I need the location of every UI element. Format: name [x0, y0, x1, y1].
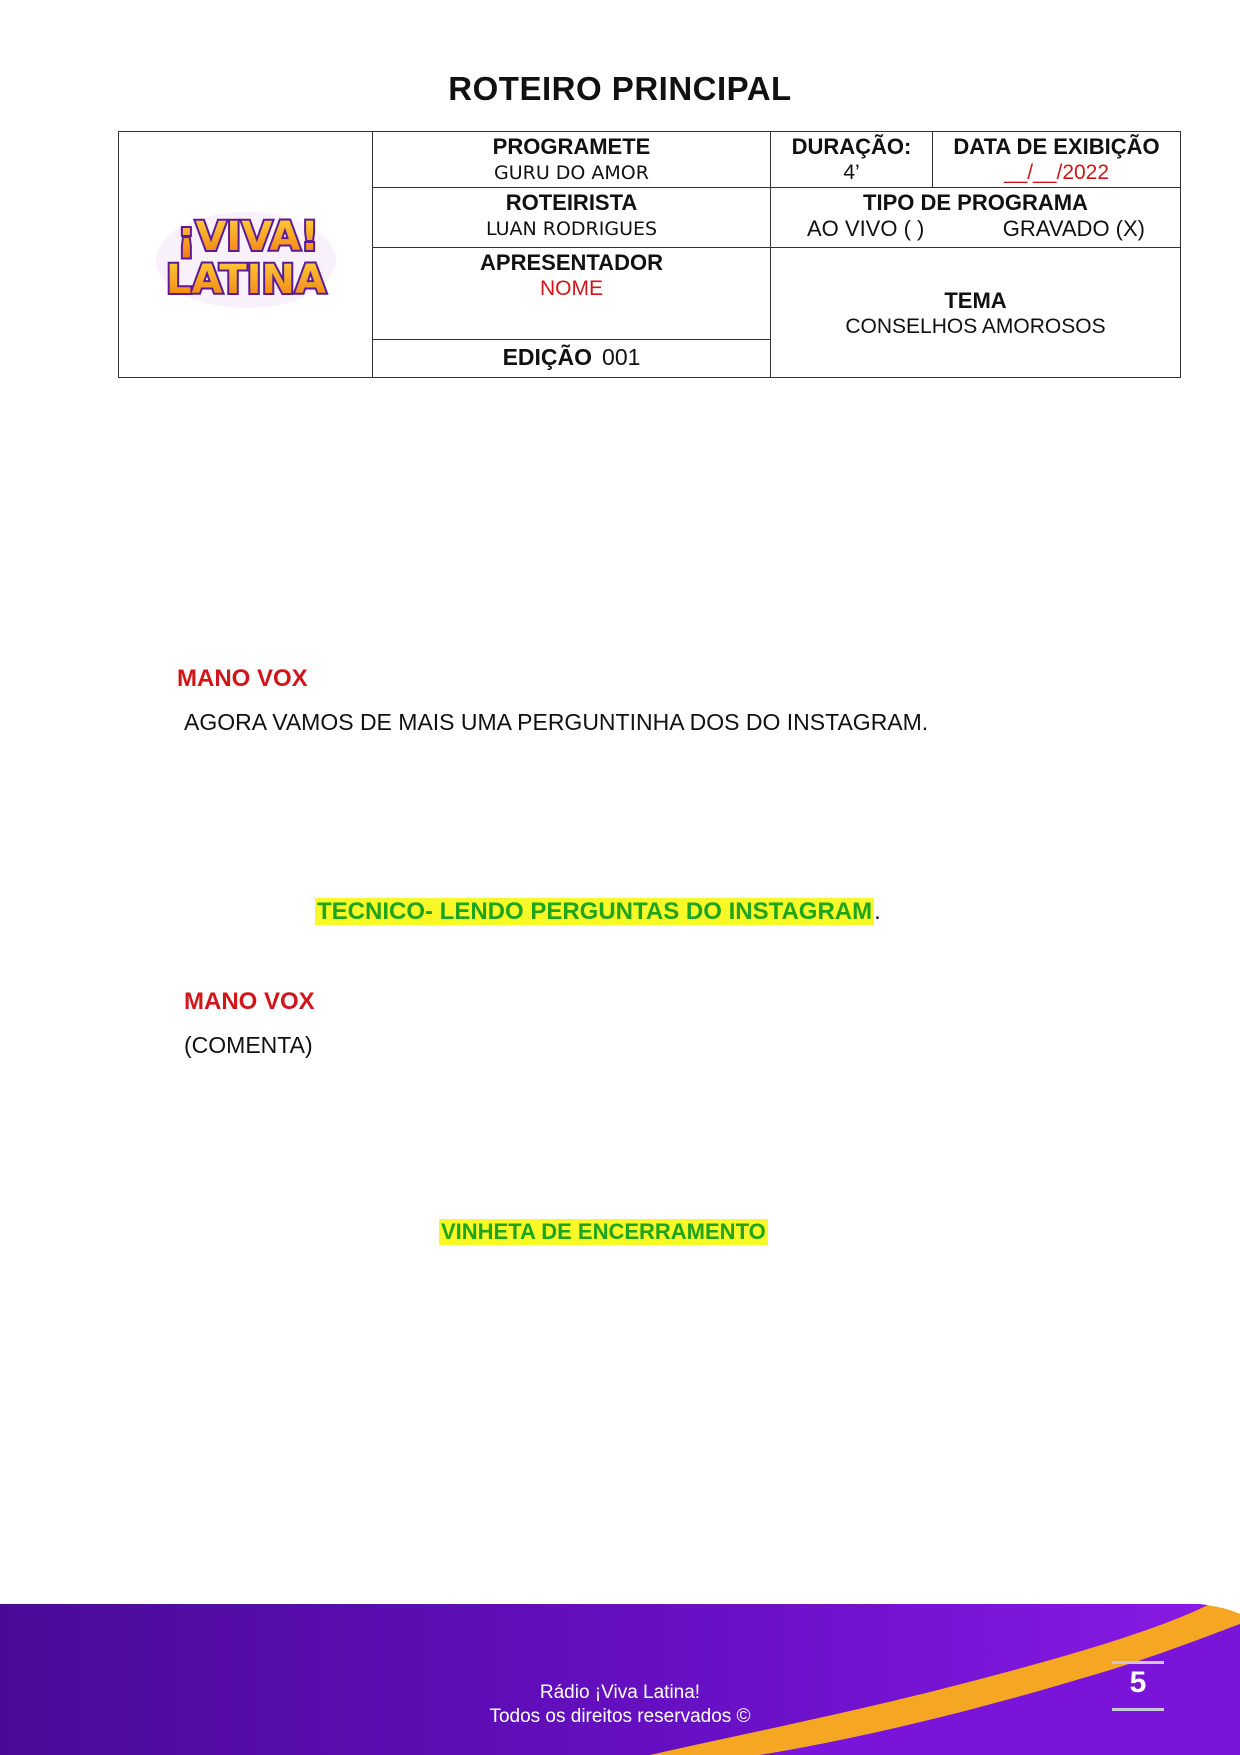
roteirista-value: LUAN RODRIGUES: [485, 218, 658, 240]
dialogue-line-1: AGORA VAMOS DE MAIS UMA PERGUNTINHA DOS DO INSTAGRAM.: [184, 709, 929, 735]
tipo-programa-label: TIPO DE PROGRAMA: [863, 190, 1088, 215]
speaker-label-1: MANO VOX: [177, 665, 308, 692]
dialogue-line-2: (COMENTA): [184, 1032, 313, 1058]
logo-cell: [119, 132, 373, 378]
apresentador-value: NOME: [540, 277, 603, 300]
technical-cue-1-suffix: .: [874, 898, 881, 925]
program-header-table: [118, 131, 1181, 378]
data-exibicao-cell: [933, 132, 1181, 188]
programete-label: PROGRAMETE: [492, 134, 651, 159]
apresentador-label: APRESENTADOR: [480, 250, 663, 275]
data-exibicao-value: __/__/2022: [1003, 161, 1110, 184]
programete-cell: [373, 132, 771, 188]
viva-latina-logo: [146, 190, 346, 320]
tema-value: CONSELHOS AMOROSOS: [845, 314, 1106, 338]
tipo-ao-vivo: AO VIVO ( ): [807, 216, 925, 241]
duracao-cell: [771, 132, 933, 188]
edicao-value: 001: [602, 344, 641, 370]
tipo-programa-cell: [771, 188, 1181, 248]
apresentador-cell: [373, 248, 771, 340]
speaker-label-2: MANO VOX: [184, 988, 315, 1015]
closing-vignette-cue: VINHETA DE ENCERRAMENTO: [441, 1219, 766, 1244]
page-number: 5: [1129, 1666, 1147, 1699]
programete-value: GURU DO AMOR: [494, 162, 649, 184]
footer-band: [0, 1604, 1240, 1755]
duracao-value: 4’: [843, 161, 860, 184]
page-number-rule-bottom: [1112, 1708, 1164, 1711]
duracao-label: DURAÇÃO:: [791, 134, 912, 159]
edicao-cell: [373, 340, 771, 378]
logo-line-1: ¡VIVA!: [176, 213, 319, 260]
tipo-gravado: GRAVADO (X): [1002, 216, 1145, 241]
page-title: ROTEIRO PRINCIPAL: [448, 70, 792, 107]
tema-label: TEMA: [944, 287, 1007, 313]
data-exibicao-label: DATA DE EXIBIÇÃO: [953, 134, 1160, 159]
footer-line-2: Todos os direitos reservados ©: [489, 1706, 751, 1727]
page-number-rule-top: [1112, 1661, 1164, 1664]
roteirista-label: ROTEIRISTA: [505, 190, 638, 215]
technical-cue-1: TECNICO- LENDO PERGUNTAS DO INSTAGRAM: [317, 898, 873, 925]
footer-line-1: Rádio ¡Viva Latina!: [539, 1682, 701, 1703]
tema-cell: [771, 248, 1181, 378]
edicao-label: EDIÇÃO: [502, 344, 593, 370]
logo-line-2: LATINA: [165, 256, 326, 303]
roteirista-cell: [373, 188, 771, 248]
technical-cue-1-wrap: [315, 898, 881, 926]
